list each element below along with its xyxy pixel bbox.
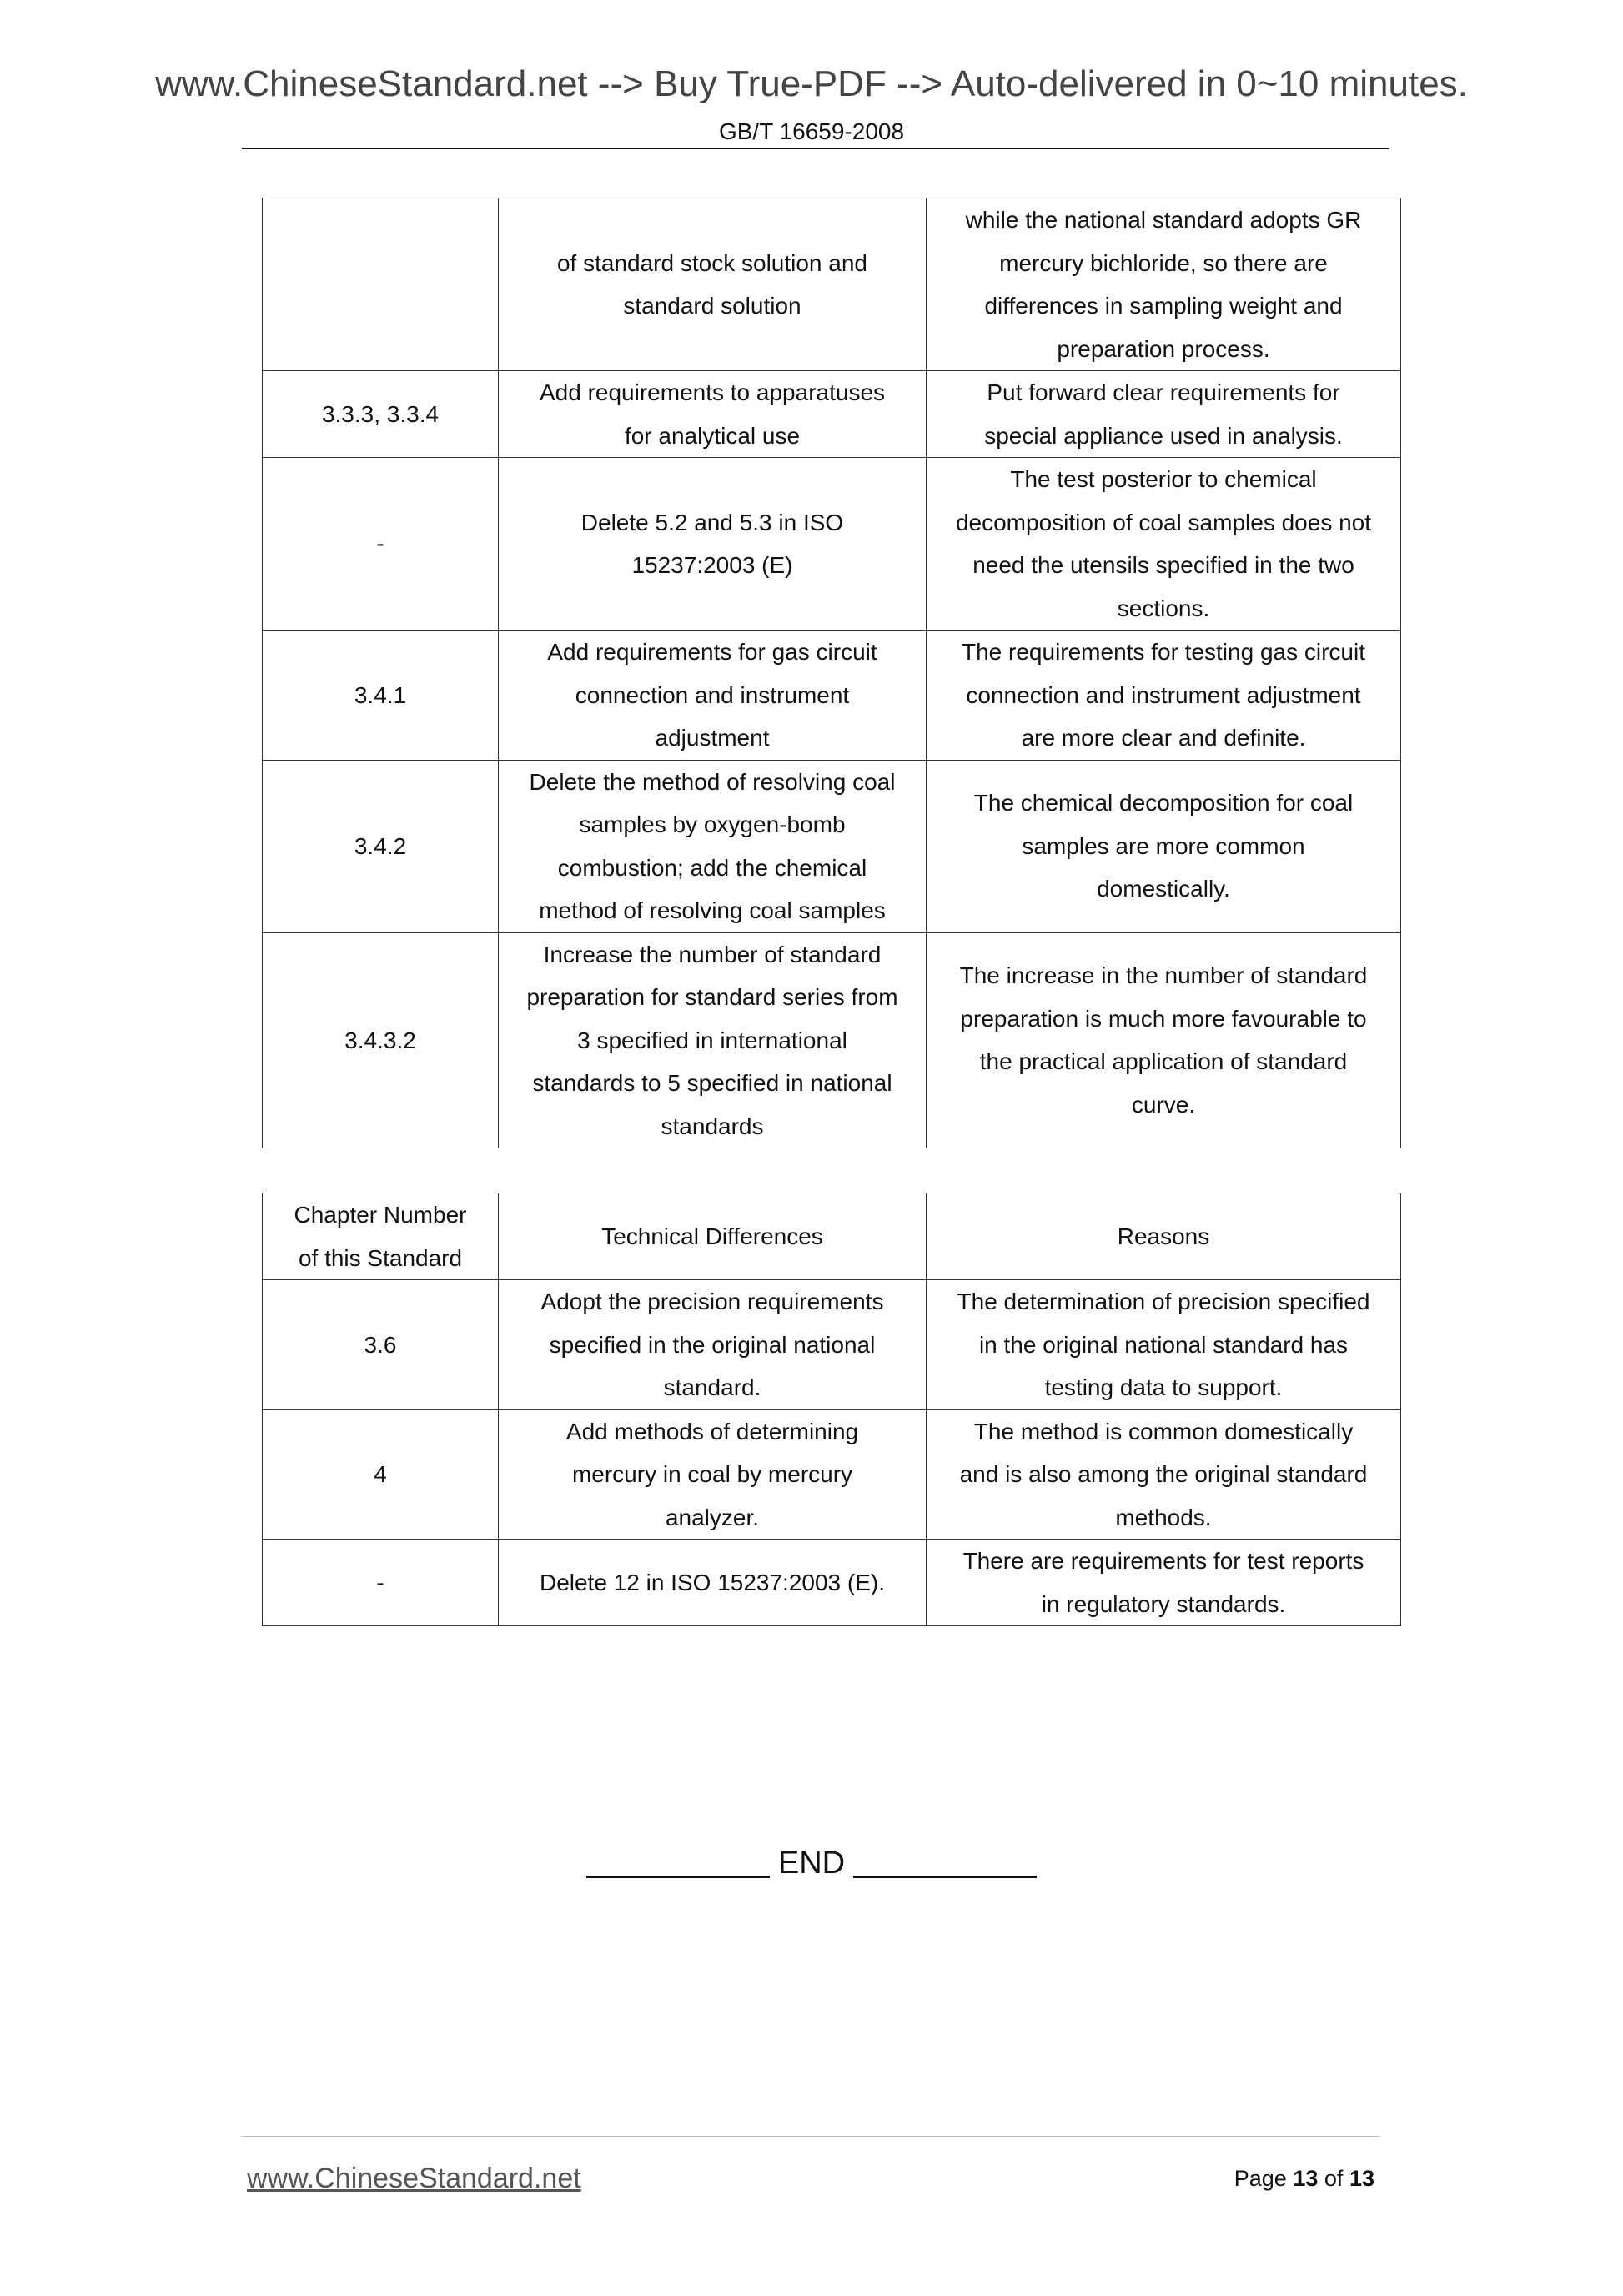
end-text: END [777,1846,846,1881]
cell-line: specified in the original national [549,1331,876,1358]
reason-cell [927,631,1401,761]
header-reasons: Reasons [927,1193,1401,1280]
cell-line: sections. [1117,595,1210,621]
cell-line: standards [661,1113,764,1139]
page-current: 13 [1293,2166,1319,2191]
reason-cell [927,458,1401,631]
cell-line: Put forward clear requirements for [987,379,1340,405]
cell-line: Adopt the precision requirements [540,1289,884,1314]
chapter-number-cell: 3.4.3.2 [263,932,499,1148]
technical-difference-cell [499,932,927,1148]
table1-body [263,198,1401,1148]
technical-difference-cell [499,371,927,458]
chapter-number-cell: 3.6 [263,1280,499,1410]
header-technical-differences: Technical Differences [499,1193,927,1280]
cell-line: testing data to support. [1044,1374,1283,1400]
cell-line: The chemical decomposition for coal [973,790,1354,816]
cell-line: samples by oxygen-bomb [579,811,846,837]
technical-difference-cell [499,1409,927,1540]
end-left-rule [586,1876,770,1878]
cell-line: 15237:2003 (E) [631,552,793,578]
top-banner: www.ChineseStandard.net --> Buy True-PDF --> Auto-delivered in 0~10 minutes. [155,63,1468,104]
table-row [263,1280,1401,1410]
table-row [263,371,1401,458]
cell-line: in regulatory standards. [1041,1590,1286,1617]
technical-difference-cell [499,458,927,631]
chapter-number-cell: 3.4.2 [263,760,499,932]
technical-difference-cell [499,760,927,932]
differences-table-continued [262,198,1401,1148]
cell-line: combustion; add the chemical [557,854,867,881]
table-row [263,932,1401,1148]
cell-line: preparation is much more favourable to [960,1005,1367,1032]
cell-line: The method is common domestically [973,1418,1354,1444]
header-divider [242,148,1389,149]
cell-line: Delete 12 in ISO 15237:2003 (E). [539,1569,886,1595]
cell-line: need the utensils specified in the two [972,552,1354,578]
cell-line: connection and instrument [575,681,850,708]
cell-line: Delete 5.2 and 5.3 in ISO [580,509,844,535]
table-row [263,458,1401,631]
cell-line: special appliance used in analysis. [984,422,1343,449]
cell-line: method of resolving coal samples [539,897,886,923]
table-row [263,1409,1401,1540]
chapter-number-cell [263,198,499,371]
cell-line: methods. [1115,1504,1212,1530]
cell-line: are more clear and definite. [1021,725,1306,751]
table2-body [263,1280,1401,1626]
chapter-number-cell: - [263,458,499,631]
cell-line: domestically. [1097,876,1230,902]
table-row [263,760,1401,932]
standard-code: GB/T 16659-2008 [718,118,905,144]
technical-difference-cell [499,1280,927,1410]
cell-line: preparation for standard series from [526,984,898,1010]
cell-line: the practical application of standard [979,1048,1348,1075]
cell-line: while the national standard adopts GR [965,207,1362,233]
cell-line: standard solution [623,293,801,319]
end-right-rule [853,1876,1037,1878]
page-of: of [1324,2166,1344,2191]
cell-line: Add requirements for gas circuit [547,639,877,665]
footer-divider [242,2136,1379,2137]
cell-line: There are requirements for test reports [962,1548,1364,1574]
chapter-number-cell: 3.3.3, 3.3.4 [263,371,499,458]
chapter-number-cell: 3.4.1 [263,631,499,761]
reason-cell [927,198,1401,371]
reason-cell [927,1540,1401,1626]
technical-difference-cell [499,631,927,761]
cell-line: mercury bichloride, so there are [999,249,1328,276]
page-number [1234,2166,1374,2192]
cell-line: The increase in the number of standard [959,962,1368,989]
chapter-number-cell: 4 [263,1409,499,1540]
cell-line: samples are more common [1022,832,1305,859]
cell-line: preparation process. [1057,335,1270,362]
cell-line: differences in sampling weight and [984,293,1343,319]
cell-line: in the original national standard has [978,1331,1349,1358]
footer-site-link[interactable]: www.ChineseStandard.net [247,2163,581,2194]
cell-line: decomposition of coal samples does not [955,509,1372,535]
page-prefix: Page [1234,2166,1287,2191]
cell-line: curve. [1131,1091,1196,1118]
reason-cell [927,1280,1401,1410]
cell-line: analyzer. [665,1504,760,1530]
header-chapter-number [263,1193,499,1280]
cell-line: and is also among the original standard [959,1461,1368,1487]
end-marker [0,1846,1623,1882]
cell-line: 3 specified in international [577,1027,847,1053]
table-row [263,1540,1401,1626]
cell-line: The test posterior to chemical [1010,466,1317,492]
table-row [263,631,1401,761]
reason-cell [927,932,1401,1148]
cell-line: Delete the method of resolving coal [529,768,896,795]
cell-line: Add requirements to apparatuses [539,379,886,405]
table-header-row [263,1193,1401,1280]
differences-table [262,1193,1401,1626]
cell-line: The requirements for testing gas circuit [962,639,1365,665]
reason-cell [927,760,1401,932]
cell-line: Increase the number of standard [543,941,882,967]
technical-difference-cell [499,1540,927,1626]
cell-line: of standard stock solution and [556,249,867,276]
cell-line: The determination of precision specified [957,1289,1370,1314]
chapter-number-cell: - [263,1540,499,1626]
reason-cell [927,1409,1401,1540]
reason-cell [927,371,1401,458]
cell-line: mercury in coal by mercury [571,1461,853,1487]
technical-difference-cell [499,198,927,371]
page-total: 13 [1349,2166,1374,2191]
cell-line: Chapter Number [294,1202,467,1228]
cell-line: adjustment [655,725,770,751]
cell-line: connection and instrument adjustment [966,681,1361,708]
cell-line: for analytical use [624,422,801,449]
cell-line: Add methods of determining [565,1418,859,1444]
cell-line: standard. [663,1374,761,1400]
cell-line: standards to 5 specified in national [532,1070,892,1096]
cell-line: of this Standard [298,1244,463,1271]
table-row [263,198,1401,371]
